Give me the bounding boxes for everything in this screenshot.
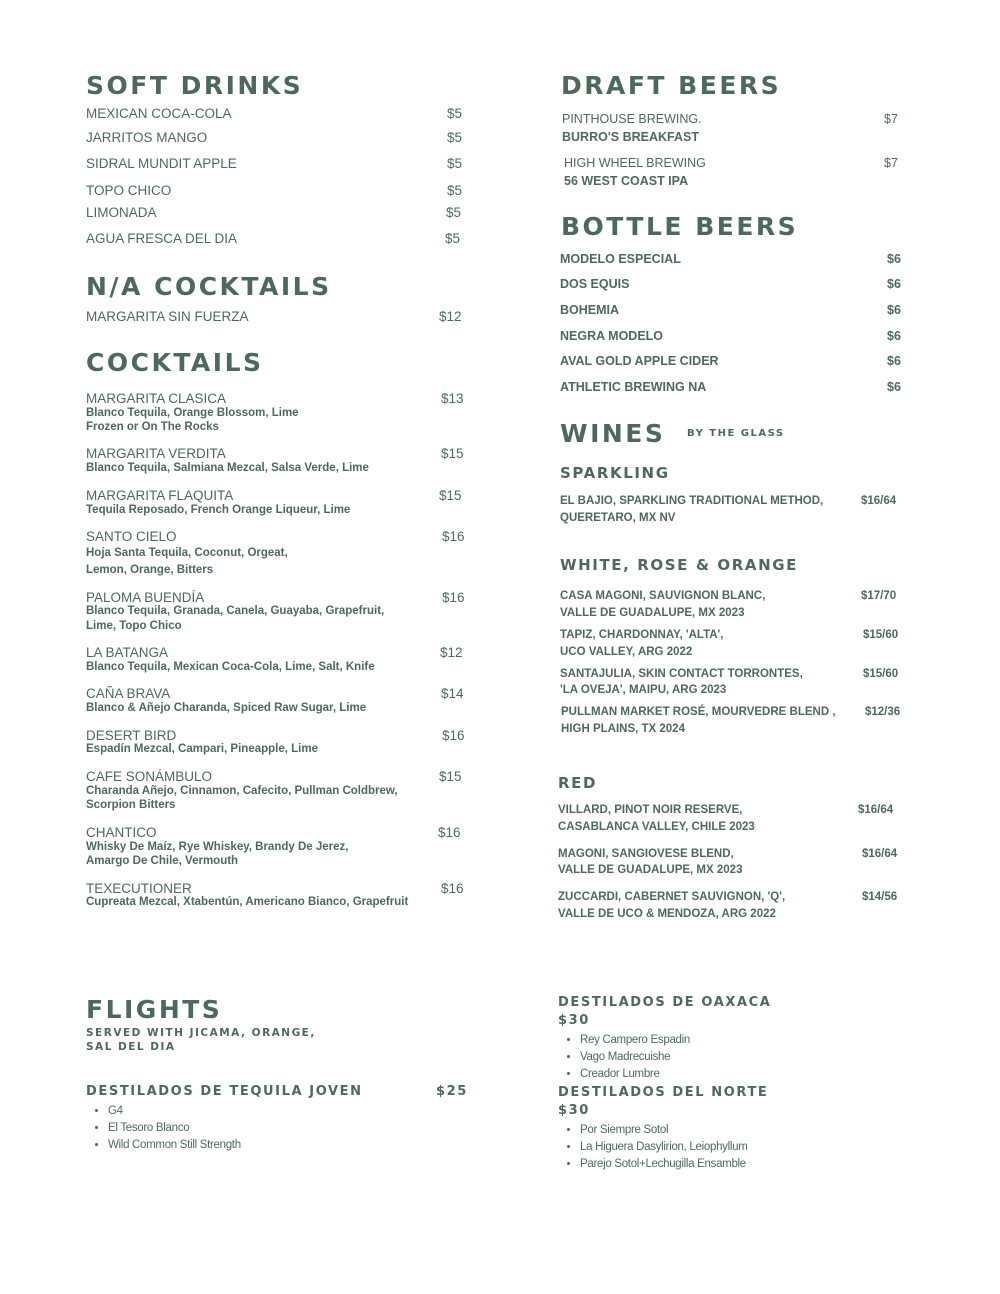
flight-tequila-list — [86, 1103, 241, 1154]
menu-item-name: NEGRA MODELO — [560, 329, 664, 343]
menu-item-name: AVAL GOLD APPLE CIDER — [560, 354, 719, 368]
menu-item-price: $5 — [445, 231, 461, 246]
flight-oaxaca-price: $30 — [558, 1013, 590, 1028]
menu-item-price: $5 — [447, 106, 463, 121]
menu-item-name: JARRITOS MANGO — [86, 130, 208, 145]
wine-price: $16/64 — [862, 848, 898, 860]
soft-drinks-heading: SOFT DRINKS — [86, 71, 304, 100]
menu-item-price: $6 — [887, 277, 901, 291]
flight-norte-list — [558, 1122, 748, 1173]
wine-price: $16/64 — [861, 495, 897, 507]
menu-item-name: CAFE SONÁMBULO — [86, 769, 213, 784]
menu-item-description: Espadín Mezcal, Campari, Pineapple, Lime — [86, 743, 318, 755]
menu-item-name: TEXECUTIONER — [86, 881, 192, 896]
flights-note: SAL DEL DIA — [86, 1041, 176, 1053]
wine-region: VALLE DE GUADALUPE, MX 2023 — [558, 864, 743, 876]
menu-item-name: TOPO CHICO — [86, 183, 172, 198]
menu-item-description: Hoja Santa Tequila, Coconut, Orgeat, — [86, 547, 288, 559]
wine-price: $15/60 — [863, 629, 899, 641]
menu-item-price: $16 — [441, 881, 464, 896]
flights-heading: FLIGHTS — [86, 995, 223, 1024]
wine-price: $14/56 — [862, 891, 898, 903]
menu-item-name: MARGARITA SIN FUERZA — [86, 309, 249, 324]
menu-item-price: $5 — [447, 156, 463, 171]
wine-region: VALLE DE GUADALUPE, MX 2023 — [560, 607, 745, 619]
menu-item-description: Cupreata Mezcal, Xtabentún, Americano Bianco, Grapefruit — [86, 896, 409, 908]
menu-item-name: SANTO CIELO — [86, 529, 177, 544]
menu-item-description: Amargo De Chile, Vermouth — [86, 855, 239, 867]
brewery-name: PINTHOUSE BREWING. — [562, 112, 702, 126]
wine-name: EL BAJIO, SPARKLING TRADITIONAL METHOD, — [560, 495, 824, 507]
list-item: • El Tesoro Blanco — [108, 1120, 241, 1137]
menu-item-name: AGUA FRESCA DEL DIA — [86, 231, 238, 246]
menu-item-description: Charanda Añejo, Cinnamon, Cafecito, Pullman Coldbrew, — [86, 785, 398, 797]
list-item: • Parejo Sotol+Lechugilla Ensamble — [580, 1156, 748, 1173]
menu-item-price: $15 — [439, 488, 462, 503]
menu-item-price: $16 — [442, 728, 465, 743]
flight-tequila-price: $25 — [436, 1084, 468, 1099]
wine-region: 'LA OVEJA', MAIPU, ARG 2023 — [560, 684, 727, 696]
menu-item-description: Blanco Tequila, Salmiana Mezcal, Salsa Verde, Lime — [86, 462, 369, 474]
menu-item-name: MARGARITA FLAQUITA — [86, 488, 234, 503]
flight-oaxaca-title: DESTILADOS DE OAXACA — [558, 995, 772, 1010]
wine-name: MAGONI, SANGIOVESE BLEND, — [558, 848, 734, 860]
list-item: • Rey Campero Espadin — [580, 1032, 690, 1049]
menu-item-name: CAÑA BRAVA — [86, 686, 171, 701]
menu-item-price: $15 — [441, 446, 464, 461]
menu-item-price: $16 — [438, 825, 461, 840]
menu-item-price: $5 — [446, 205, 462, 220]
draft-beers-heading: DRAFT BEERS — [561, 71, 782, 100]
menu-item-name: ATHLETIC BREWING NA — [560, 380, 707, 394]
menu-item-price: $13 — [441, 391, 464, 406]
flight-tequila-title: DESTILADOS DE TEQUILA JOVEN — [86, 1084, 363, 1099]
list-item: • G4 — [108, 1103, 241, 1120]
menu-item-name: CHANTICO — [86, 825, 157, 840]
list-item: • Por Siempre Sotol — [580, 1122, 748, 1139]
wine-region: CASABLANCA VALLEY, CHILE 2023 — [558, 821, 755, 833]
menu-item-name: BOHEMIA — [560, 303, 620, 317]
menu-item-description: Blanco Tequila, Orange Blossom, Lime — [86, 407, 299, 419]
menu-item-price: $7 — [884, 156, 898, 170]
wine-region: QUERETARO, MX NV — [560, 512, 676, 524]
wine-price: $17/70 — [861, 590, 897, 602]
bottle-beers-heading: BOTTLE BEERS — [561, 212, 799, 241]
menu-item-price: $16 — [442, 590, 465, 605]
wine-name: VILLARD, PINOT NOIR RESERVE, — [558, 804, 743, 816]
list-item: • La Higuera Dasylirion, Leiophyllum — [580, 1139, 748, 1156]
menu-item-description: Whisky De Maíz, Rye Whiskey, Brandy De Jerez, — [86, 841, 349, 853]
wine-name: SANTAJULIA, SKIN CONTACT TORRONTES, — [560, 668, 803, 680]
beer-name: 56 WEST COAST IPA — [564, 174, 689, 188]
menu-item-name: LA BATANGA — [86, 645, 169, 660]
wine-name: ZUCCARDI, CABERNET SAUVIGNON, 'Q', — [558, 891, 786, 903]
menu-item-name: MARGARITA CLASICA — [86, 391, 227, 406]
menu-item-price: $16 — [442, 529, 465, 544]
menu-item-price: $6 — [887, 252, 901, 266]
menu-item-description: Tequila Reposado, French Orange Liqueur, Lime — [86, 504, 351, 516]
wine-region: VALLE DE UCO & MENDOZA, ARG 2022 — [558, 908, 776, 920]
menu-item-price: $12 — [439, 309, 462, 324]
list-item: • Creador Lumbre — [580, 1066, 690, 1083]
flights-note: SERVED WITH JICAMA, ORANGE, — [86, 1027, 316, 1039]
menu-item-name: PALOMA BUENDÍA — [86, 590, 205, 605]
menu-item-description: Frozen or On The Rocks — [86, 421, 219, 433]
menu-item-description: Lime, Topo Chico — [86, 620, 182, 632]
menu-item-name: DOS EQUIS — [560, 277, 630, 291]
menu-item-price: $14 — [441, 686, 464, 701]
menu-item-name: MEXICAN COCA-COLA — [86, 106, 232, 121]
cocktails-heading: COCKTAILS — [86, 348, 264, 377]
menu-item-name: SIDRAL MUNDIT APPLE — [86, 156, 237, 171]
flight-norte-price: $30 — [558, 1103, 590, 1118]
white-rose-orange-heading: WHITE, ROSE & ORANGE — [560, 556, 798, 574]
menu-item-description: Lemon, Orange, Bitters — [86, 564, 214, 576]
menu-item-price: $6 — [887, 303, 901, 317]
list-item: • Wild Common Still Strength — [108, 1137, 241, 1154]
menu-item-price: $5 — [447, 130, 463, 145]
menu-item-price: $5 — [447, 183, 463, 198]
red-heading: RED — [558, 774, 598, 792]
menu-item-description: Blanco Tequila, Granada, Canela, Guayaba, Grapefruit, — [86, 605, 385, 617]
menu-item-name: DESERT BIRD — [86, 728, 177, 743]
menu-item-name: MODELO ESPECIAL — [560, 252, 681, 266]
sparkling-heading: SPARKLING — [560, 464, 670, 482]
menu-item-description: Blanco & Añejo Charanda, Spiced Raw Sugar, Lime — [86, 702, 367, 714]
wines-subtitle: BY THE GLASS — [687, 428, 785, 439]
menu-item-name: LIMONADA — [86, 205, 157, 220]
flight-oaxaca-list — [558, 1032, 690, 1083]
menu-item-description: Blanco Tequila, Mexican Coca-Cola, Lime, Salt, Knife — [86, 661, 375, 673]
wine-name: CASA MAGONI, SAUVIGNON BLANC, — [560, 590, 766, 602]
wine-price: $12/36 — [865, 706, 901, 718]
menu-item-description: Scorpion Bitters — [86, 799, 176, 811]
wines-heading: WINES — [560, 419, 666, 448]
wine-name: TAPIZ, CHARDONNAY, 'ALTA', — [560, 629, 724, 641]
flight-norte-title: DESTILADOS DEL NORTE — [558, 1085, 769, 1100]
menu-item-price: $6 — [887, 329, 901, 343]
menu-item-name: MARGARITA VERDITA — [86, 446, 226, 461]
wine-region: HIGH PLAINS, TX 2024 — [561, 723, 685, 735]
list-item: • Vago Madrecuishe — [580, 1049, 690, 1066]
wine-price: $16/64 — [858, 804, 894, 816]
beer-name: BURRO'S BREAKFAST — [562, 130, 700, 144]
menu-item-price: $7 — [884, 112, 898, 126]
brewery-name: HIGH WHEEL BREWING — [564, 156, 706, 170]
wine-price: $15/60 — [863, 668, 899, 680]
menu-item-price: $6 — [887, 380, 901, 394]
menu-item-price: $6 — [887, 354, 901, 368]
wine-name: PULLMAN MARKET ROSÉ, MOURVEDRE BLEND , — [561, 706, 836, 718]
menu-item-price: $12 — [440, 645, 463, 660]
wine-region: UCO VALLEY, ARG 2022 — [560, 646, 693, 658]
na-cocktails-heading: N/A COCKTAILS — [86, 272, 332, 301]
menu-item-price: $15 — [439, 769, 462, 784]
